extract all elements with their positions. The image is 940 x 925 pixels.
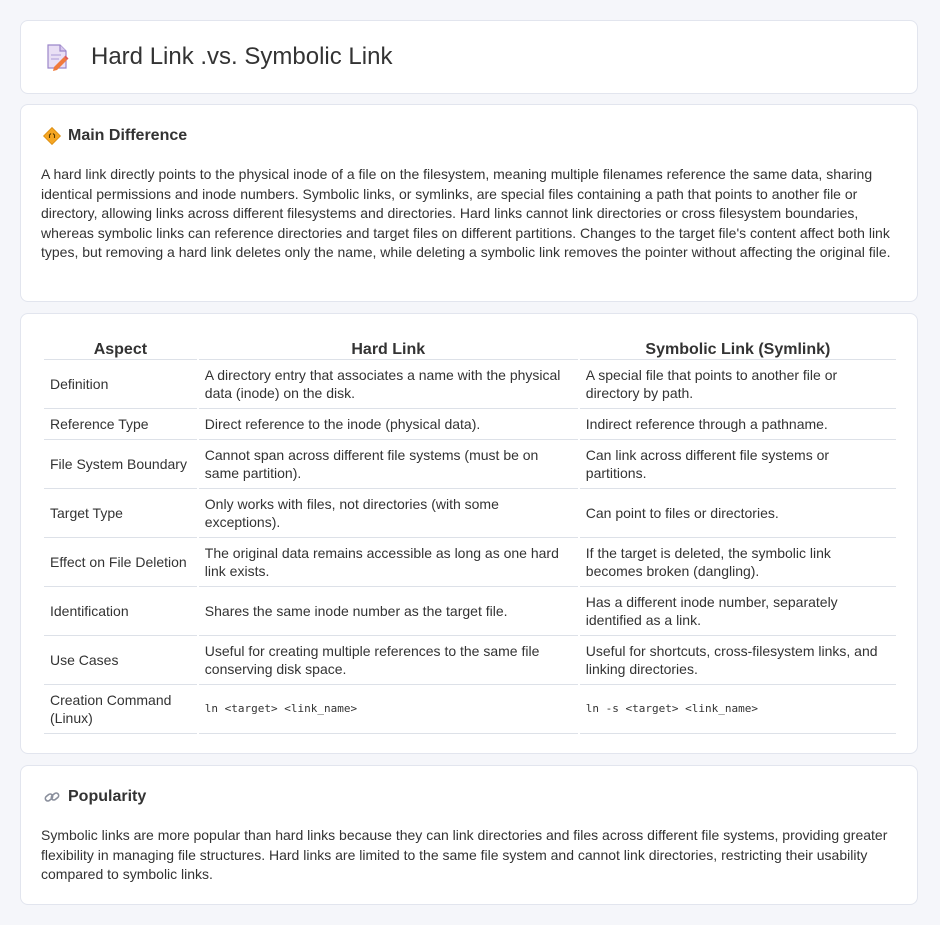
main-difference-text: A hard link directly points to the physical inode of a file on the filesystem, meaning multiple filenames reference the same data, sharing identical permissions and inode numbers. Symbolic links, or symlinks, are special files containing a path that points to another file or directory, allowing links across different filesystems and directories. Hard links cannot link directories or cross filesystem boundaries, whereas symbolic links can reference directories and target files on different partitions. Changes to the target file's content affect both link types, but removing a hard link deletes only the name, while deleting a symbolic link removes the pointer without affecting the original file. xyxy=(41,166,891,261)
aspect-cell: Use Cases xyxy=(44,636,197,685)
symbolic-link-cell: Can point to files or directories. xyxy=(580,489,896,538)
hard-link-cell: Useful for creating multiple references to the same file conserving disk space. xyxy=(199,636,578,685)
table-row xyxy=(44,440,896,489)
table-row xyxy=(44,636,896,685)
symbolic-link-cell: Can link across different file systems or partitions. xyxy=(580,440,896,489)
popularity-card xyxy=(20,765,918,905)
hard-link-cell: Shares the same inode number as the target file. xyxy=(199,587,578,636)
table-row xyxy=(44,360,896,409)
aspect-cell: Effect on File Deletion xyxy=(44,538,197,587)
table-row xyxy=(44,685,896,734)
symbolic-link-cell: If the target is deleted, the symbolic link becomes broken (dangling). xyxy=(580,538,896,587)
hard-link-cell: Only works with files, not directories (with some exceptions). xyxy=(199,489,578,538)
comparison-card xyxy=(20,313,918,754)
aspect-cell: Creation Command (Linux) xyxy=(44,685,197,734)
popularity-title: Popularity xyxy=(68,788,147,805)
aspect-cell: Target Type xyxy=(44,489,197,538)
link-icon xyxy=(43,788,61,806)
table-row xyxy=(44,409,896,440)
popularity-text: Symbolic links are more popular than hard links because they can link directories and files across different file systems, providing greater flexibility in managing file structures. Hard links are limited to the same file system and cannot link directories, restricting their usability compared to symbolic links. xyxy=(41,827,888,883)
aspect-cell: File System Boundary xyxy=(44,440,197,489)
table-row xyxy=(44,489,896,538)
table-header-row xyxy=(44,335,896,360)
header-hard-link: Hard Link xyxy=(199,335,578,360)
hard-link-cell: The original data remains accessible as long as one hard link exists. xyxy=(199,538,578,587)
main-difference-card xyxy=(20,104,918,302)
document-pencil-icon xyxy=(45,42,71,72)
symbolic-link-cell: A special file that points to another file or directory by path. xyxy=(580,360,896,409)
table-row xyxy=(44,587,896,636)
main-difference-heading xyxy=(43,127,187,145)
hard-link-cell: Direct reference to the inode (physical data). xyxy=(199,409,578,440)
hard-link-cell: Cannot span across different file systems (must be on same partition). xyxy=(199,440,578,489)
main-difference-title: Main Difference xyxy=(68,127,188,144)
aspect-cell: Definition xyxy=(44,360,197,409)
title-row xyxy=(45,42,392,72)
popularity-heading xyxy=(43,788,146,806)
road-sign-icon xyxy=(43,127,61,145)
comparison-table xyxy=(42,335,898,734)
symbolic-link-cell: Indirect reference through a pathname. xyxy=(580,409,896,440)
table-row xyxy=(44,538,896,587)
symbolic-link-command-cell: ln -s <target> <link_name> xyxy=(580,685,896,734)
symbolic-link-cell: Has a different inode number, separately identified as a link. xyxy=(580,587,896,636)
hard-link-command-cell: ln <target> <link_name> xyxy=(199,685,578,734)
title-card xyxy=(20,20,918,94)
page-title: Hard Link .vs. Symbolic Link xyxy=(91,43,393,70)
aspect-cell: Identification xyxy=(44,587,197,636)
aspect-cell: Reference Type xyxy=(44,409,197,440)
hard-link-cell: A directory entry that associates a name with the physical data (inode) on the disk. xyxy=(199,360,578,409)
header-symbolic-link: Symbolic Link (Symlink) xyxy=(580,335,896,360)
symbolic-link-cell: Useful for shortcuts, cross-filesystem links, and linking directories. xyxy=(580,636,896,685)
header-aspect: Aspect xyxy=(44,335,197,360)
